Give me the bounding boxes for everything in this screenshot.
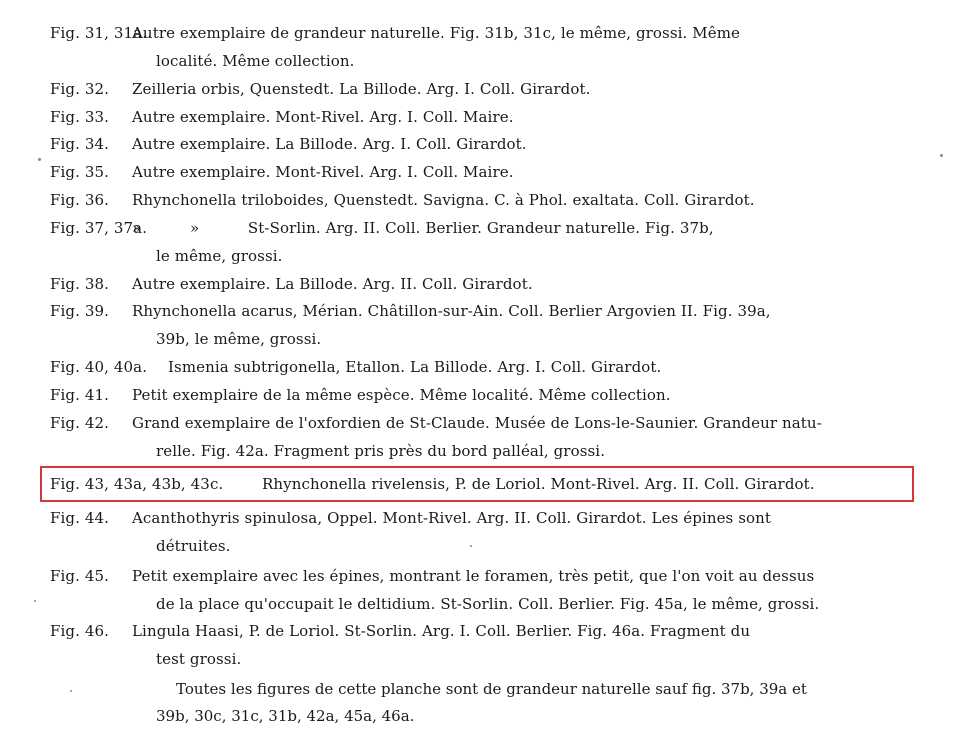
figure-description: Ismenia subtrigonella, Etallon. La Billode. Arg. I. Coll. Girardot.	[168, 358, 662, 376]
figure-description: Lingula Haasi, P. de Loriol. St-Sorlin. Arg. I. Coll. Berlier. Fig. 46a. Fragment du	[132, 622, 751, 640]
figure-label: Fig. 32.	[50, 80, 109, 98]
scan-speck	[940, 154, 943, 157]
figure-description: Zeilleria orbis, Quenstedt. La Billode. Arg. I. Coll. Girardot.	[132, 80, 591, 98]
scan-speck	[38, 158, 41, 161]
figure-description-continued: localité. Même collection.	[156, 51, 355, 70]
figure-label: Fig. 40, 40a.	[50, 358, 148, 376]
figure-description: Petit exemplaire avec les épines, montrant le foramen, très petit, que l'on voit au dessus	[132, 567, 815, 585]
figure-description-continued: relle. Fig. 42a. Fragment pris près du bord palléal, grossi.	[156, 441, 606, 460]
figure-description: Autre exemplaire. Mont-Rivel. Arg. I. Coll. Maire.	[132, 163, 514, 181]
figure-description: Autre exemplaire de grandeur naturelle. Fig. 31b, 31c, le même, grossi. Même	[132, 24, 741, 42]
figure-description-continued: de la place qu'occupait le deltidium. St-Sorlin. Coll. Berlier. Fig. 45a, le même, grossi.	[156, 594, 820, 613]
figure-description: Grand exemplaire de l'oxfordien de St-Claude. Musée de Lons-le-Saunier. Grandeur natu-	[132, 414, 822, 432]
figure-description: Petit exemplaire de la même espèce. Même localité. Même collection.	[132, 386, 671, 404]
figure-description-continued: détruites.	[156, 536, 231, 555]
figure-description: Acanthothyris spinulosa, Oppel. Mont-Rivel. Arg. II. Coll. Girardot. Les épines sont	[132, 509, 772, 527]
scan-speck	[470, 545, 472, 547]
scan-speck	[34, 600, 36, 602]
figure-description-continued: le même, grossi.	[156, 246, 283, 265]
figure-label: Fig. 42.	[50, 414, 109, 432]
figure-label: Fig. 46.	[50, 622, 109, 640]
figure-label: Fig. 34.	[50, 135, 109, 153]
figure-description: » » St-Sorlin. Arg. II. Coll. Berlier. Grandeur naturelle. Fig. 37b,	[132, 219, 714, 237]
figure-description: Autre exemplaire. Mont-Rivel. Arg. I. Coll. Maire.	[132, 108, 514, 126]
plate-note-line-1: Toutes les figures de cette planche sont de grandeur naturelle sauf fig. 37b, 39a et	[176, 680, 807, 698]
figure-description: Autre exemplaire. La Billode. Arg. II. Coll. Girardot.	[132, 275, 533, 293]
figure-label: Fig. 44.	[50, 509, 109, 527]
figure-label: Fig. 45.	[50, 567, 109, 585]
figure-label: Fig. 33.	[50, 108, 109, 126]
figure-description-continued: 39b, le même, grossi.	[156, 329, 322, 348]
figure-label: Fig. 31, 31a.	[50, 24, 148, 42]
scan-speck	[70, 690, 72, 692]
figure-description-continued: test grossi.	[156, 649, 242, 668]
figure-description: Rhynchonella triloboides, Quenstedt. Savigna. C. à Phol. exaltata. Coll. Girardot.	[132, 191, 755, 209]
figure-label: Fig. 41.	[50, 386, 109, 404]
figure-label: Fig. 39.	[50, 302, 109, 320]
figure-label: Fig. 37, 37a.	[50, 219, 148, 237]
figure-description: Rhynchonella acarus, Mérian. Châtillon-sur-Ain. Coll. Berlier Argovien II. Fig. 39a,	[132, 302, 771, 320]
figure-label: Fig. 38.	[50, 275, 109, 293]
figure-label: Fig. 43, 43a, 43b, 43c.	[50, 475, 224, 493]
figure-label: Fig. 35.	[50, 163, 109, 181]
figure-description: Autre exemplaire. La Billode. Arg. I. Coll. Girardot.	[132, 135, 527, 153]
figure-label: Fig. 36.	[50, 191, 109, 209]
plate-note-line-2: 39b, 30c, 31c, 31b, 42a, 45a, 46a.	[156, 707, 415, 725]
figure-description: Rhynchonella rivelensis, P. de Loriol. Mont-Rivel. Arg. II. Coll. Girardot.	[262, 475, 815, 493]
